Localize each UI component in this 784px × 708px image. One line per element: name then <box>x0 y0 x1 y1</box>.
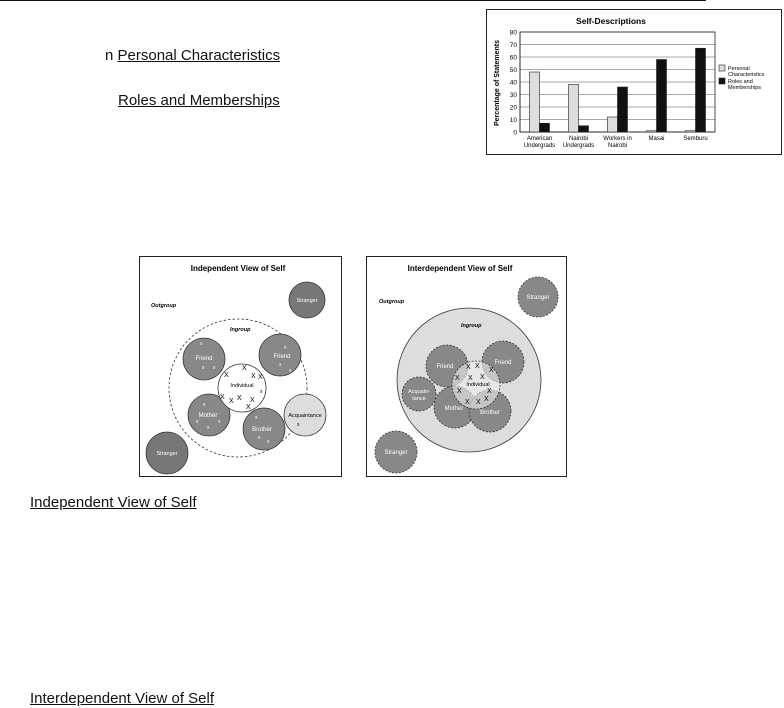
independent-diagram-title: Independent View of Self <box>190 264 286 273</box>
chart-bar <box>647 131 657 132</box>
ingroup-label: Ingroup <box>461 323 482 329</box>
brother-label: Brother <box>252 427 272 433</box>
chart-bar <box>618 87 628 132</box>
x-mark: x <box>213 365 216 371</box>
x-mark: X <box>475 363 480 370</box>
friend-label-left: Friend <box>436 364 454 370</box>
chart-bar <box>608 117 618 132</box>
friend-label-right: Friend <box>494 360 512 366</box>
chart-x-tick-label: Nairobi <box>568 136 589 142</box>
x-mark: x <box>202 365 205 371</box>
chart-bar <box>686 131 696 132</box>
individual-label: Individual <box>466 382 490 388</box>
chart-bar <box>530 72 540 132</box>
chart-x-tick-label: American <box>526 136 553 142</box>
mother-label: Mother <box>198 413 218 419</box>
chart-ylabel: Percentage of Statements <box>494 40 501 126</box>
bullet-char: n <box>105 47 114 64</box>
x-mark: X <box>224 372 229 379</box>
x-mark: X <box>487 388 492 395</box>
acquaintance-label: Acquaintance <box>288 413 322 419</box>
chart-bar <box>579 126 589 132</box>
self-descriptions-chart <box>486 9 782 155</box>
x-mark: x <box>218 419 221 425</box>
list-item-personal-characteristics <box>105 47 280 65</box>
individual-label: Individual <box>230 383 254 389</box>
heading-independent-view: Independent View of Self <box>30 494 197 511</box>
list-item-roles-memberships: Roles and Memberships <box>118 92 280 109</box>
stranger-label-bottom: Stranger <box>156 451 178 457</box>
top-rule <box>0 0 706 1</box>
x-mark: X <box>237 395 242 402</box>
chart-legend-label: Personal <box>728 66 750 72</box>
x-mark: x <box>196 419 199 425</box>
x-mark: X <box>457 388 462 395</box>
x-mark: x <box>258 435 261 441</box>
chart-x-tick-label: Undergrads <box>562 143 595 149</box>
chart-y-tick-label: 20 <box>509 104 517 112</box>
acquaintance-label-line1: Acquain- <box>408 389 430 395</box>
chart-y-tick-label: 70 <box>509 41 517 49</box>
chart-x-tick-label: Semburu <box>683 136 708 142</box>
chart-x-tick-label: Undergrads <box>523 143 556 149</box>
friend-label-right: Friend <box>273 354 291 360</box>
x-mark: X <box>465 399 470 406</box>
stranger-label-top: Stranger <box>296 298 318 304</box>
x-mark: X <box>250 397 255 404</box>
chart-bar <box>696 48 706 132</box>
x-mark: x <box>260 389 263 395</box>
interdependent-diagram-title: Interdependent View of Self <box>407 264 513 273</box>
chart-x-tick-label: Nairobi <box>607 143 628 149</box>
x-mark: x <box>279 362 282 368</box>
chart-legend-label: Roles and <box>728 79 753 85</box>
chart-legend <box>719 65 765 91</box>
x-mark: x <box>203 402 206 408</box>
x-mark: x <box>200 341 203 347</box>
ingroup-label: Ingroup <box>230 327 251 333</box>
chart-y-tick-label: 30 <box>509 91 517 99</box>
x-mark: x <box>297 422 300 428</box>
x-mark: x <box>267 439 270 445</box>
interdependent-view-diagram <box>366 256 567 477</box>
chart-legend-swatch <box>719 78 725 84</box>
x-mark: X <box>476 399 481 406</box>
stranger-label-top: Stranger <box>526 295 550 301</box>
heading-interdependent-view: Interdependent View of Self <box>30 690 215 707</box>
chart-legend-swatch <box>719 65 725 71</box>
chart-x-tick-label: Masai <box>648 136 665 142</box>
chart-bar <box>657 60 667 133</box>
chart-bar <box>540 123 550 132</box>
mother-label: Mother <box>444 406 464 412</box>
x-mark: x <box>289 368 292 374</box>
x-mark: X <box>246 404 251 411</box>
x-mark: X <box>466 364 471 371</box>
chart-y-tick-label: 40 <box>509 79 517 87</box>
x-mark: X <box>229 398 234 405</box>
chart-y-tick-label: 60 <box>509 54 517 62</box>
x-mark: x <box>255 415 258 421</box>
x-mark: X <box>242 365 247 372</box>
x-mark: X <box>251 373 256 380</box>
stranger-label-bottom: Stranger <box>384 450 408 456</box>
friend-label-left: Friend <box>195 356 213 362</box>
chart-legend-label: Memberships <box>728 85 762 91</box>
acquaintance-label-line2: tance <box>412 396 426 402</box>
x-mark: X <box>480 374 485 381</box>
x-mark: X <box>220 394 225 401</box>
independent-view-diagram <box>139 256 342 477</box>
x-mark: X <box>468 375 473 382</box>
chart-y-tick-label: 80 <box>509 29 517 37</box>
brother-label: Brother <box>480 410 500 416</box>
x-mark: x <box>207 425 210 431</box>
chart-y-tick-label: 0 <box>513 129 517 137</box>
chart-bar <box>569 85 579 133</box>
outgroup-label: Outgroup <box>151 303 177 309</box>
x-mark: X <box>258 374 263 381</box>
chart-x-tick-labels <box>524 136 708 149</box>
x-mark: X <box>455 375 460 382</box>
chart-x-tick-label: Workers in <box>603 136 632 142</box>
x-mark: x <box>284 345 287 351</box>
chart-legend-label: Characteristics <box>728 72 765 78</box>
chart-svg <box>487 10 781 154</box>
x-mark: X <box>489 367 494 374</box>
personal-characteristics-text: Personal Characteristics <box>117 47 281 64</box>
chart-y-tick-label: 50 <box>509 66 517 74</box>
interdependent-diagram-svg <box>367 257 566 476</box>
chart-title: Self-Descriptions <box>576 16 646 26</box>
chart-y-tick-label: 10 <box>509 116 517 124</box>
x-mark: X <box>484 396 489 403</box>
independent-diagram-svg <box>140 257 341 476</box>
outgroup-label: Outgroup <box>379 299 405 305</box>
